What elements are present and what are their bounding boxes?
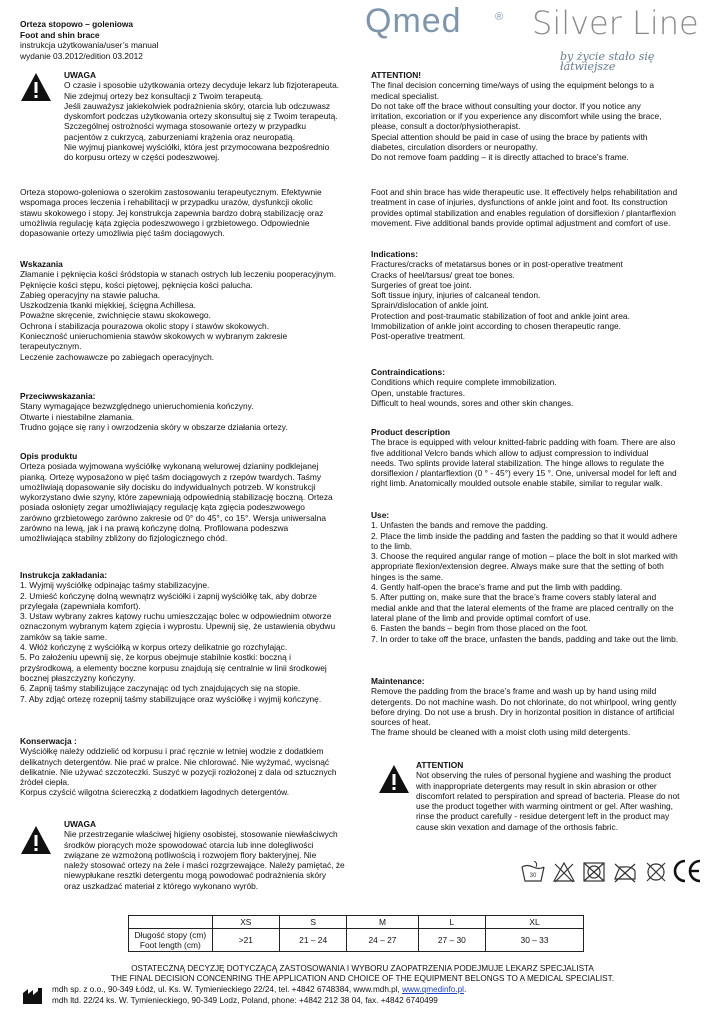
text-line: źródeł ciepła. (20, 777, 70, 788)
title-en: Foot and shin brace (20, 29, 100, 40)
text-line: discomfort related to perspiration and spread of bacteria. Please do not (416, 790, 680, 801)
text-line: stawu skokowego i stopy. Jej konstrukcja zapewnia bardzo dobrą stabilizację oraz (20, 207, 324, 218)
logo-qmed: Qmed (365, 2, 462, 40)
text-line: zarówno na lewą, jak i na prawą kończynę dolną. Profilowana podeszwa (20, 523, 289, 534)
pl-product-title: Opis produktu (20, 451, 78, 461)
en-use-title: Use: (371, 510, 390, 520)
en-intro (371, 187, 711, 228)
text-line: Special attention should be paid in case of using the brace by patients with (371, 131, 648, 142)
text-line: do korpusu ortezy w części podeszwowej. (64, 152, 220, 163)
pl-warning-text (64, 80, 364, 162)
text-line: zarówno grzbietowego zarówno zakresie od 0° do 45°, co 15°. Wersja uniwersalna (20, 512, 326, 523)
text-line: The frame should be cleaned with a moist cloth using mild detergents. (371, 727, 631, 738)
text-line: delikatnych detergentów. Nie prać w pralce. Nie chlorować. Nie wyżymać, wycisnąć (20, 756, 330, 767)
hand-wash-30-icon (520, 861, 546, 883)
text-line: The brace is equipped with velour knitted-fabric padding with foam. There are also (371, 437, 676, 448)
pl-warning2-title: UWAGA (64, 819, 97, 829)
edition: wydanie 03.2012/edition 03.2012 (20, 50, 143, 61)
en-indications-title: Indications: (371, 249, 418, 259)
logo-tagline: by życie stało się łatwiejsze (560, 50, 655, 74)
size-row-label (129, 929, 213, 952)
footer-address-pl (52, 985, 466, 995)
text-line: oraz uszkadzać materiał z którego wykonano wyrób. (64, 880, 259, 891)
text-line: to the limb. (371, 540, 412, 551)
logo-silver-line: Silver Line (532, 4, 699, 42)
text-line: Do not take off the brace without consulting your doctor. If you notice any (371, 100, 641, 111)
footer-address-pl-text: mdh sp. z o.o., 90-349 Łódź, ul. Ks. W. Tymienieckiego 22/24, tel. +4842 6748384, www.mdh.pl, (52, 985, 403, 994)
en-product-title: Product description (371, 427, 451, 437)
warning-icon (20, 72, 52, 102)
footer-address-pl-end: . (463, 985, 467, 994)
text-line: Pęknięcie kości stępu, kości piętowej, pęknięcia kości palucha. (20, 279, 253, 290)
text-line: needs. Two splints provide lateral stabilization. The hinge allows to regulate the (371, 457, 664, 468)
size-table (128, 915, 584, 952)
text-line: medial ankle and that the lateral elements of the frame are placed centrally on the (371, 602, 674, 613)
no-dry-clean-icon (644, 861, 668, 883)
text-line: Ochrona i stabilizacja pourazowa okolic stopy i stawów skokowych. (20, 320, 270, 331)
size-row-label-en: Foot length (cm) (139, 940, 201, 950)
en-product (371, 427, 711, 489)
document-subheader (20, 40, 158, 61)
text-line: Szczególnej ostrożności wymaga stosowanie ortezy w przypadku (64, 121, 307, 132)
title-pl: Orteza stopowo – goleniowa (20, 19, 134, 29)
text-line: Cracks of heel/tarsus/ great toe bones. (371, 269, 515, 280)
text-line: 4. Włóż kończynę z wyściółką w korpus ortezy delikatnie go rozchylając. (20, 642, 288, 653)
text-line: niewypłukane resztki detergentu mogą powodować podrażnienia skóry (64, 870, 327, 881)
text-line: umożliwiająca stabilny zbliżony do fizjologicznego chód. (20, 533, 228, 544)
text-line: Poważne skręcenie, zwichnięcie stawu skokowego. (20, 310, 211, 321)
text-line: O czasie i sposobie użytkowania ortezy decyduje lekarz lub fizjoterapeuta. (64, 80, 340, 91)
text-line: 2. Umieść kończynę dolną wewnątrz wyściółki i zapnij wyściółkę tak, aby dobrze (20, 590, 317, 601)
text-line: Wyściółkę należy oddzielić od korpusu i prać ręcznie w letniej wodzie z dodatkiem (20, 746, 324, 757)
text-line: 6. Zapnij taśmy stabilizujące zaczynając od tych znajdujących się na stopie. (20, 683, 301, 694)
text-line: Difficult to heal wounds, sores and other skin changes. (371, 397, 574, 408)
en-maintenance-title: Maintenance: (371, 676, 425, 686)
text-line: Orteza stopowo-goleniowa o szerokim zastosowaniu terapeutycznym. Efektywnie (20, 187, 322, 197)
text-line: Conditions which require complete immobilization. (371, 377, 557, 388)
text-line: 3. Ustaw wybrany zakres kątowy ruchu umieszczając bolec w odpowiednim otworze (20, 611, 332, 622)
size-table-header-row (129, 916, 584, 929)
text-line: five additional Velcro bands which allow to adjust compression to individual (371, 447, 649, 458)
text-line: Nie przestrzeganie właściwej higieny osobistej, stosowanie niewłaściwych (64, 829, 338, 840)
text-line: 2. Place the limb inside the padding and fasten the padding so that it would adhere (371, 530, 678, 541)
text-line: bocznej płaszczyzny kończyny. (20, 672, 136, 683)
text-line: związane ze wzmożoną potliwością i rozwojem flory bakteryjnej. Nie (64, 849, 317, 860)
size-header-xs: XS (212, 916, 279, 929)
svg-text:30: 30 (529, 873, 537, 879)
text-line: 1. Wyjmij wyściółkę odpinając taśmy stabilizacyjne. (20, 580, 210, 591)
text-line: Nie wyjmuj piankowej wyściółki, która jest przymocowana bezpośrednio (64, 142, 330, 153)
text-line: pacjentów z cukrzycą, zaburzeniami krążenia oraz neuropatią. (64, 131, 295, 142)
en-contraindications-title: Contraindications: (371, 367, 445, 377)
pl-instructions (20, 570, 360, 704)
text-line: 5. Po założeniu upewnij się, że korpus obejmuje stabilnie kostki: boczną i (20, 652, 291, 663)
size-header-s: S (279, 916, 346, 929)
en-maintenance (371, 676, 711, 738)
text-line: Sprain/dislocation of ankle joint. (371, 300, 489, 311)
size-header-xl: XL (486, 916, 584, 929)
size-header-m: M (347, 916, 418, 929)
text-line: right limb. Anatomically moulded outsole enable stabile, similar to regular walk. (371, 478, 663, 489)
text-line: Fractures/cracks of metatarsus bones or in post-operative treatment (371, 259, 623, 270)
text-line: Remove the padding from the brace’s frame and wash up by hand using mild (371, 686, 657, 697)
pl-warning2-block (64, 819, 360, 891)
en-attention2-title: ATTENTION (416, 760, 464, 770)
text-line: sources of heat. (371, 717, 431, 728)
text-line: posiada osłonięty zegar umożliwiający regulację kąta zgięcia podeszwowego (20, 502, 305, 513)
text-line: Soft tissue injury, injuries of calcaneal tendon. (371, 290, 541, 301)
text-line: Zabieg operacyjny na stawie palucha. (20, 289, 161, 300)
pl-contraindications (20, 391, 358, 432)
pl-product (20, 451, 358, 544)
warning-icon (20, 825, 52, 855)
pl-contraindications-title: Przeciwwskazania: (20, 391, 96, 401)
size-header-empty (129, 916, 213, 929)
text-line: wspomaga proces leczenia i rehabilitacji w przypadku urazów, dysfunkcji okolic (20, 197, 313, 208)
pl-indications (20, 259, 358, 362)
pl-instructions-title: Instrukcja zakładania: (20, 570, 108, 580)
pl-warning-block (64, 70, 364, 163)
text-line: Not observing the rules of personal hygiene and washing the product (416, 770, 672, 781)
text-line: Open, unstable fractures. (371, 387, 466, 398)
size-header-l: L (418, 916, 485, 929)
en-attention-block (371, 70, 711, 163)
size-value-l: 27 – 30 (418, 929, 485, 952)
subtitle: instrukcja użytkowania/user’s manual (20, 40, 159, 50)
no-iron-icon (612, 861, 638, 883)
manufacturer-icon (22, 987, 44, 1005)
en-attention2-block (416, 760, 704, 832)
en-contraindications (371, 367, 711, 408)
text-line: 4. Gently half-open the brace’s frame and put the limb with padding. (371, 582, 623, 593)
text-line: Protection and post-traumatic stabilization of foot and ankle joint area. (371, 310, 630, 321)
text-line: before drying. Do not use a brush. Dry in horizontal position in distance of artificial (371, 706, 675, 717)
text-line: należy stosować ortezy na żele i maści rozgrzewające. Należy pamiętać, że (64, 860, 345, 871)
pl-maintenance-title: Konserwacja : (20, 736, 77, 746)
text-line: Uszkodzenia tkanki miękkiej, ścięgna Achillesa. (20, 300, 196, 311)
en-use (371, 510, 711, 644)
text-line: Jeśli zauważysz jakiekolwiek podrażnienia skóry, otarcia lub odczuwasz (64, 100, 331, 111)
size-value-s: 21 – 24 (279, 929, 346, 952)
text-line: Foot and shin brace has wide therapeutic use. It effectively helps rehabilitation and (371, 187, 678, 197)
pl-maintenance (20, 736, 360, 798)
text-line: diabetes, circulation disorders or neuropathy. (371, 142, 538, 153)
text-line: zamków są takie same. (20, 631, 108, 642)
text-line: środków piorących może spowodować otarcia lub inne dolegliwości (64, 839, 314, 850)
text-line: Trudno gojące się rany i owrzodzenia skóry w obszarze działania ortezy. (20, 421, 288, 432)
text-line: dyskomfort podczas użytkowania ortezy skonsultuj się z Twoim terapeutą. (64, 111, 338, 122)
text-line: please, consult a doctor/physiotherapist. (371, 121, 521, 132)
text-line: dopasowanie ortezy umożliwia pięć taśm dociągowych. (20, 228, 225, 239)
text-line: delikatnie. Nie używać szczoteczki. Suszyć w pozycji rozłożonej z dala od sztucznych (20, 766, 337, 777)
text-line: rinse the product carefully - residue detergent left in the product may (416, 811, 670, 822)
text-line: 5. After putting on, make sure that the brace’s frame covers stably lateral and (371, 592, 657, 603)
pl-indications-title: Wskazania (20, 259, 63, 269)
text-line: pianką. Ortezę wyposażono w pięć taśm dociągowych z rzepów twardych. Taśmy (20, 471, 322, 482)
text-line: 3. Choose the required angular range of motion – place the bolt in slot marked with (371, 551, 678, 562)
text-line: dorsiflexion / plantarflextion (0 ° - 45°) every 15 °. One, universal model for left and (371, 468, 677, 479)
text-line: provides optimal stabilization and enables regulation of dorsiflexion / plantarflexion (371, 207, 676, 218)
text-line: przyśrodkową, a elementy boczne korpusu znajdują się centralnie w linii środkowej (20, 662, 327, 673)
document-header (20, 19, 133, 40)
en-attention-title: ATTENTION! (371, 70, 422, 80)
footer-address-en: mdh ltd. 22/24 ks. W. Tymienieckiego, 90-349 Lodz, Poland, phone: +4842 212 38 04, fax. +4842 6740499 (52, 996, 438, 1005)
footer-decision-pl: OSTATECZNĄ DECYZJĘ DOTYCZĄCĄ ZASTOSOWANIA I WYBORU ZAOPATRZENIA PODEJMUJE LEKARZ SPECJALISTA (131, 964, 594, 973)
text-line: 6. Fasten the bands – begin from those placed on the foot. (371, 623, 588, 634)
size-value-xl: 30 – 33 (486, 929, 584, 952)
text-line: umożliwia regulację kąta zgięcia podeszwowego i grzbietowego. Odpowiednie (20, 217, 310, 228)
text-line: Złamanie i pęknięcia kości śródstopia w stanach ostrych lub leczeniu pooperacyjnym. (20, 269, 337, 280)
text-line: Nie zdejmuj ortezy bez konsultacji z Twoim terapeutą. (64, 90, 264, 101)
qmedinfo-link[interactable]: www.qmedinfo.pl (402, 985, 464, 994)
text-line: oznaczonym wybranym kątem zgięcia i wyprostu. Upewnij się, że ustawienia obydwu (20, 621, 336, 632)
logo-registered: ® (495, 11, 504, 23)
size-value-xs: >21 (212, 929, 279, 952)
text-line: Konieczność unieruchomienia stawów skokowych w wybranym zakresie (20, 331, 288, 342)
text-line: medical specialist. (371, 90, 439, 101)
text-line: umożliwiają dopasowanie siły docisku do indywidualnych potrzeb. W konstrukcji (20, 481, 316, 492)
no-tumble-dry-icon (582, 861, 606, 883)
table-row (129, 929, 584, 952)
pl-warning-title: UWAGA (64, 70, 97, 80)
text-line: Korpus czyścić wilgotna ściereczką z dodatkiem łagodnych detergentów. (20, 787, 290, 798)
text-line: przylegała (zapewniała komfort). (20, 600, 141, 611)
text-line: The final decision concerning time/ways of using the equipment belongs to a (371, 80, 655, 91)
no-bleach-icon (552, 861, 576, 883)
text-line: terapeutycznym. (20, 341, 82, 352)
text-line: cause skin vexation and damage of the orthosis fabric. (416, 821, 619, 832)
text-line: Otwarte i niestabilne złamania. (20, 411, 135, 422)
text-line: movement. Five additional bands provide optimal adjustment and comfort of use. (371, 217, 671, 228)
ce-mark-icon (672, 857, 702, 885)
footer-decision-en: THE FINAL DECISION CONCENRING THE APPLICATION AND CHOICE OF THE EQUIPMENT BELONGS TO A MEDICAL SPECIALIST. (110, 974, 615, 983)
text-line: irritation, excoriation or if you experience any discomfort while using the brace, (371, 111, 662, 122)
text-line: with inappropriate detergents may result in skin abrasion or other (416, 780, 657, 791)
text-line: Do not remove foam padding – it is directly attached to brace’s frame. (371, 152, 629, 163)
text-line: treatment in case of injuries, dysfunctions of ankle joint and foot. Its construction (371, 197, 668, 208)
text-line: hinges is the same. (371, 571, 444, 582)
text-line: 7. Aby zdjąć ortezę rozepnij taśmy stabilizujące oraz wyściółkę i wyjmij kończynę. (20, 693, 322, 704)
care-symbols (520, 857, 700, 887)
text-line: 1. Unfasten the bands and remove the padding. (371, 520, 548, 531)
text-line: use the product together with warming ointment or gel. After washing, (416, 801, 673, 812)
text-line: Post-operative treatment. (371, 331, 466, 342)
en-indications (371, 249, 711, 342)
text-line: appropriate flexion/extension degree. Always make sure that the setting of both (371, 561, 664, 572)
text-line: 7. In order to take off the brace, unfasten the bands, padding and take out the limb. (371, 633, 679, 644)
text-line: Leczenie zachowawcze po zabiegach operacyjnych. (20, 351, 215, 362)
text-line: lateral plane of the limb and provide optimal comfort of use. (371, 612, 591, 623)
pl-intro (20, 187, 358, 238)
size-row-label-pl: Długość stopy (cm) (134, 930, 207, 940)
text-line: detergents. Do not machine wash. Do not chlorinate, do not whirlpool, wring gently (371, 696, 677, 707)
warning-icon (378, 764, 410, 794)
brand-logo (365, 2, 710, 74)
size-value-m: 24 – 27 (347, 929, 418, 952)
text-line: Orteza posiada wyjmowana wyściółkę wykonaną welurowej dzianiny podklejanej (20, 461, 319, 472)
text-line: Stany wymagające bezwzględnego unieruchomienia kończyny. (20, 401, 254, 412)
text-line: Surgeries of great toe joint. (371, 279, 472, 290)
text-line: wykorzystano dwie szyny, które zapewniają odpowiednią stabilizację boczną. Orteza (20, 492, 333, 503)
text-line: Immobilization of ankle joint according to chosen therapeutic range. (371, 321, 621, 332)
